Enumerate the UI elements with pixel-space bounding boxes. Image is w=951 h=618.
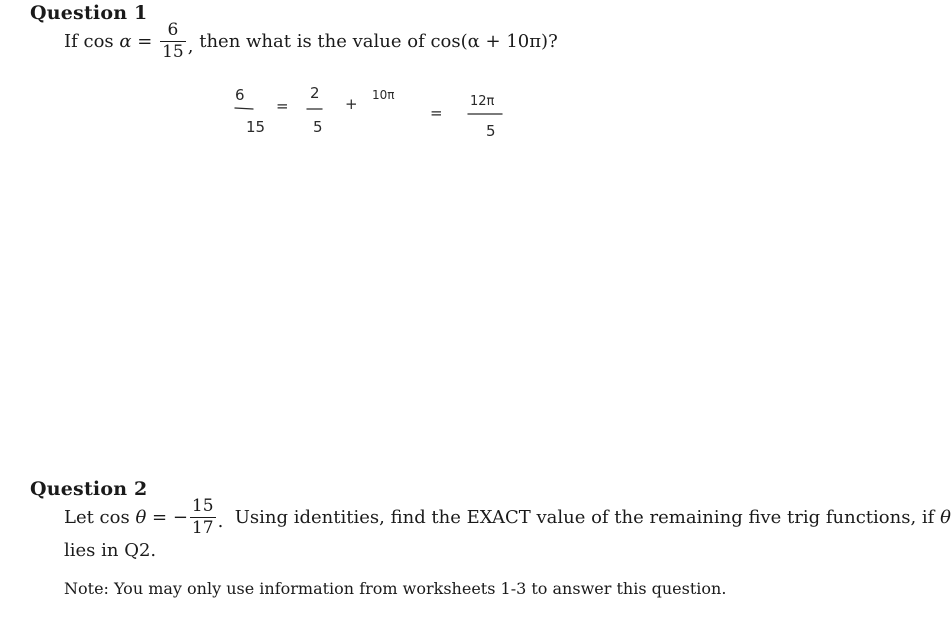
q2-theta: θ [135,507,147,528]
question-1-heading: Question 1 [30,2,148,24]
hw-frac-b-den: 5 [313,118,323,136]
hw-eq-2: = [430,104,443,122]
hw-ten-pi: 10π [372,88,395,102]
q2-fraction [190,498,216,537]
q1-comma: , [187,36,194,57]
q2-body: Using identities, find the EXACT value of the remaining five trig functions, if [234,507,935,528]
q2-fraction-numerator: 15 [191,496,214,516]
hw-frac-a-num: 6 [235,86,245,104]
hw-frac-b-num: 2 [310,84,320,102]
question-2-line-2: lies in Q2. [64,540,157,561]
hw-frac-d-den: 5 [486,122,496,140]
q1-equals: = [137,31,153,52]
hw-frac-a-den: 15 [246,118,266,136]
hw-frac-d-num: 12π [470,94,495,109]
q2-prefix: Let cos [64,507,130,528]
q1-prefix: If cos [64,31,114,52]
hw-bar-a [235,108,253,109]
q2-fraction-denominator: 17 [191,518,214,538]
q1-fraction-denominator: 15 [162,42,184,62]
q2-theta-2: θ [940,507,951,528]
question-2-note: Note: You may only use information from worksheets 1-3 to answer this question. [64,579,727,598]
q1-alpha: α [119,31,132,52]
hw-plus: + [345,95,358,113]
q1-suffix: then what is the value of cos(α + 10π)? [199,31,558,52]
hw-eq-1: = [276,97,289,115]
q2-equals: = − [152,507,188,528]
question-2-heading: Question 2 [30,478,148,500]
q1-fraction-numerator: 6 [167,20,179,40]
q2-period: . [217,511,224,532]
question-2-prompt [64,498,951,537]
